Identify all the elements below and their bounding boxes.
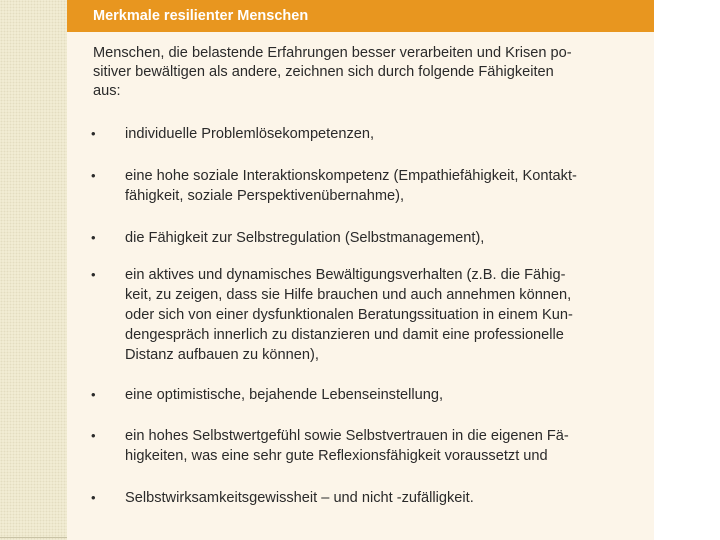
bullet-icon: • (91, 126, 96, 141)
list-item (91, 265, 636, 365)
info-box (67, 0, 654, 540)
bullet-icon: • (91, 490, 96, 505)
bullet-icon: • (91, 267, 96, 282)
info-box-header (67, 0, 654, 32)
list-item (91, 385, 636, 405)
bullet-icon: • (91, 168, 96, 183)
list-item (91, 426, 636, 466)
page-margin-right (654, 0, 720, 540)
list-item-text: eine optimistische, bejahende Lebenseinstellung, (125, 387, 444, 403)
intro-paragraph: Menschen, die belastende Erfahrungen besser verarbeiten und Krisen po- sitiver bewältigen als andere, zeichnen sich durch folgende Fähigkeiten aus: (93, 45, 572, 99)
info-box-title: Merkmale resilienter Menschen (93, 8, 309, 24)
list-item-text: eine hohe soziale Interaktionskompetenz (Empathiefähigkeit, Kontakt- fähigkeit, soziale Perspektivenübernahme), (125, 168, 577, 204)
list-item (91, 228, 636, 248)
list-item (91, 124, 636, 144)
bullet-icon: • (91, 230, 96, 245)
list-item-text: Selbstwirksamkeitsgewissheit – und nicht -zufälligkeit. (125, 490, 474, 506)
list-item (91, 488, 636, 508)
bullet-icon: • (91, 428, 96, 443)
list-item (91, 166, 636, 206)
bullet-icon: • (91, 387, 96, 402)
list-item-text: ein hohes Selbstwertgefühl sowie Selbstvertrauen in die eigenen Fä- higkeiten, was eine sehr gute Reflexionsfähigkeit voraussetzt und (125, 428, 569, 464)
list-item-text: ein aktives und dynamisches Bewältigungsverhalten (z.B. die Fähig- keit, zu zeigen, dass sie Hilfe brauchen und auch annehmen können, oder sich von einer dysfunktionalen Beratungssituation in einem Kun- dengespräch innerlich zu distanzieren und damit eine professionelle Distanz aufbauen zu können), (125, 267, 573, 363)
list-item-text: individuelle Problemlösekompetenzen, (125, 126, 375, 142)
decorative-left-strip (0, 0, 67, 540)
list-item-text: die Fähigkeit zur Selbstregulation (Selbstmanagement), (125, 230, 485, 246)
